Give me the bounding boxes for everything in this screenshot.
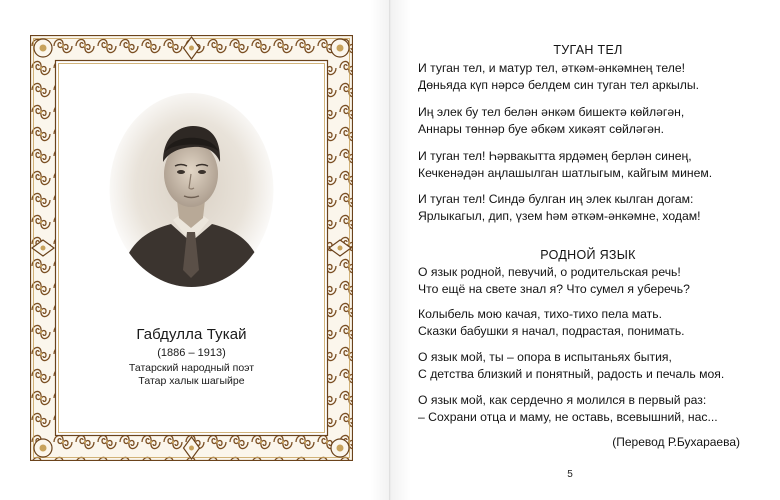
poem-stanza	[418, 349, 758, 383]
poet-name: Габдулла Тукай	[136, 326, 247, 343]
poem-line: С детства близкий и понятный, радость и печаль моя.	[418, 367, 725, 382]
poem-line: Ярлыкагыл, дип, үзем һәм әткәм-әнкәмне, ходам!	[418, 209, 701, 224]
poem-stanza	[418, 392, 758, 426]
poem-stanza	[418, 104, 758, 138]
poet-description-ru: Татарский народный поэт	[128, 362, 255, 374]
poem-line: И туган тел! Синдә булган иң элек кылган догам:	[418, 192, 694, 206]
ornamental-frame	[30, 35, 353, 461]
translation-credit: (Перевод Р.Бухараева)	[612, 435, 740, 449]
poem-line: О язык мой, ты – опора в испытаньях бытия,	[418, 350, 672, 364]
poem-line: Сказки бабушки я начал, подрастая, понимать.	[418, 324, 685, 339]
gutter-shadow-left	[370, 0, 390, 500]
poet-years: (1886 – 1913)	[157, 347, 226, 359]
poem-line: Аннары төннәр буе әбкәм хикәят сөйләгән.	[418, 122, 665, 137]
poem-stanza	[418, 306, 758, 340]
poet-description-tt: Татар халык шагыйре	[138, 375, 245, 387]
poem-line: Иң элек бу тел белән әнкәм бишектә көйләгән,	[418, 105, 685, 119]
poem-title-tatar: ТУГАН ТЕЛ	[553, 43, 623, 57]
poem-line: – Сохрани отца и маму, не оставь, всевышний, нас...	[418, 410, 718, 425]
poem-line: Что ещё на свете знал я? Что сумел я уберечь?	[418, 282, 690, 297]
portrait-photo	[109, 92, 274, 288]
poem-line: О язык родной, певучий, о родительская речь!	[418, 265, 681, 279]
page-number: 5	[567, 469, 573, 480]
portrait-icon	[109, 92, 274, 288]
poem-line: Колыбель мою качая, тихо-тихо пела мать.	[418, 307, 662, 321]
gutter-shadow-right	[391, 0, 411, 500]
poem-stanza	[418, 191, 758, 225]
poem-stanza	[418, 148, 758, 182]
poem-line: Дөньяда күп нәрсә белдем син туган тел аркылы.	[418, 78, 700, 93]
poem-line: О язык мой, как сердечно я молился в первый раз:	[418, 393, 707, 407]
poem-line: И туган тел, и матур тел, әткәм-әнкәмнең теле!	[418, 61, 685, 75]
poem-stanza	[418, 264, 758, 298]
poem-title-russian: РОДНОЙ ЯЗЫК	[540, 248, 636, 262]
poem-line: И туган тел! Һәрвакытта ярдәмең берлән синең,	[418, 149, 692, 163]
poem-stanza	[418, 60, 758, 94]
poem-line: Кечкенәдән аңлашылган шатлыгым, кайгым минем.	[418, 166, 713, 181]
